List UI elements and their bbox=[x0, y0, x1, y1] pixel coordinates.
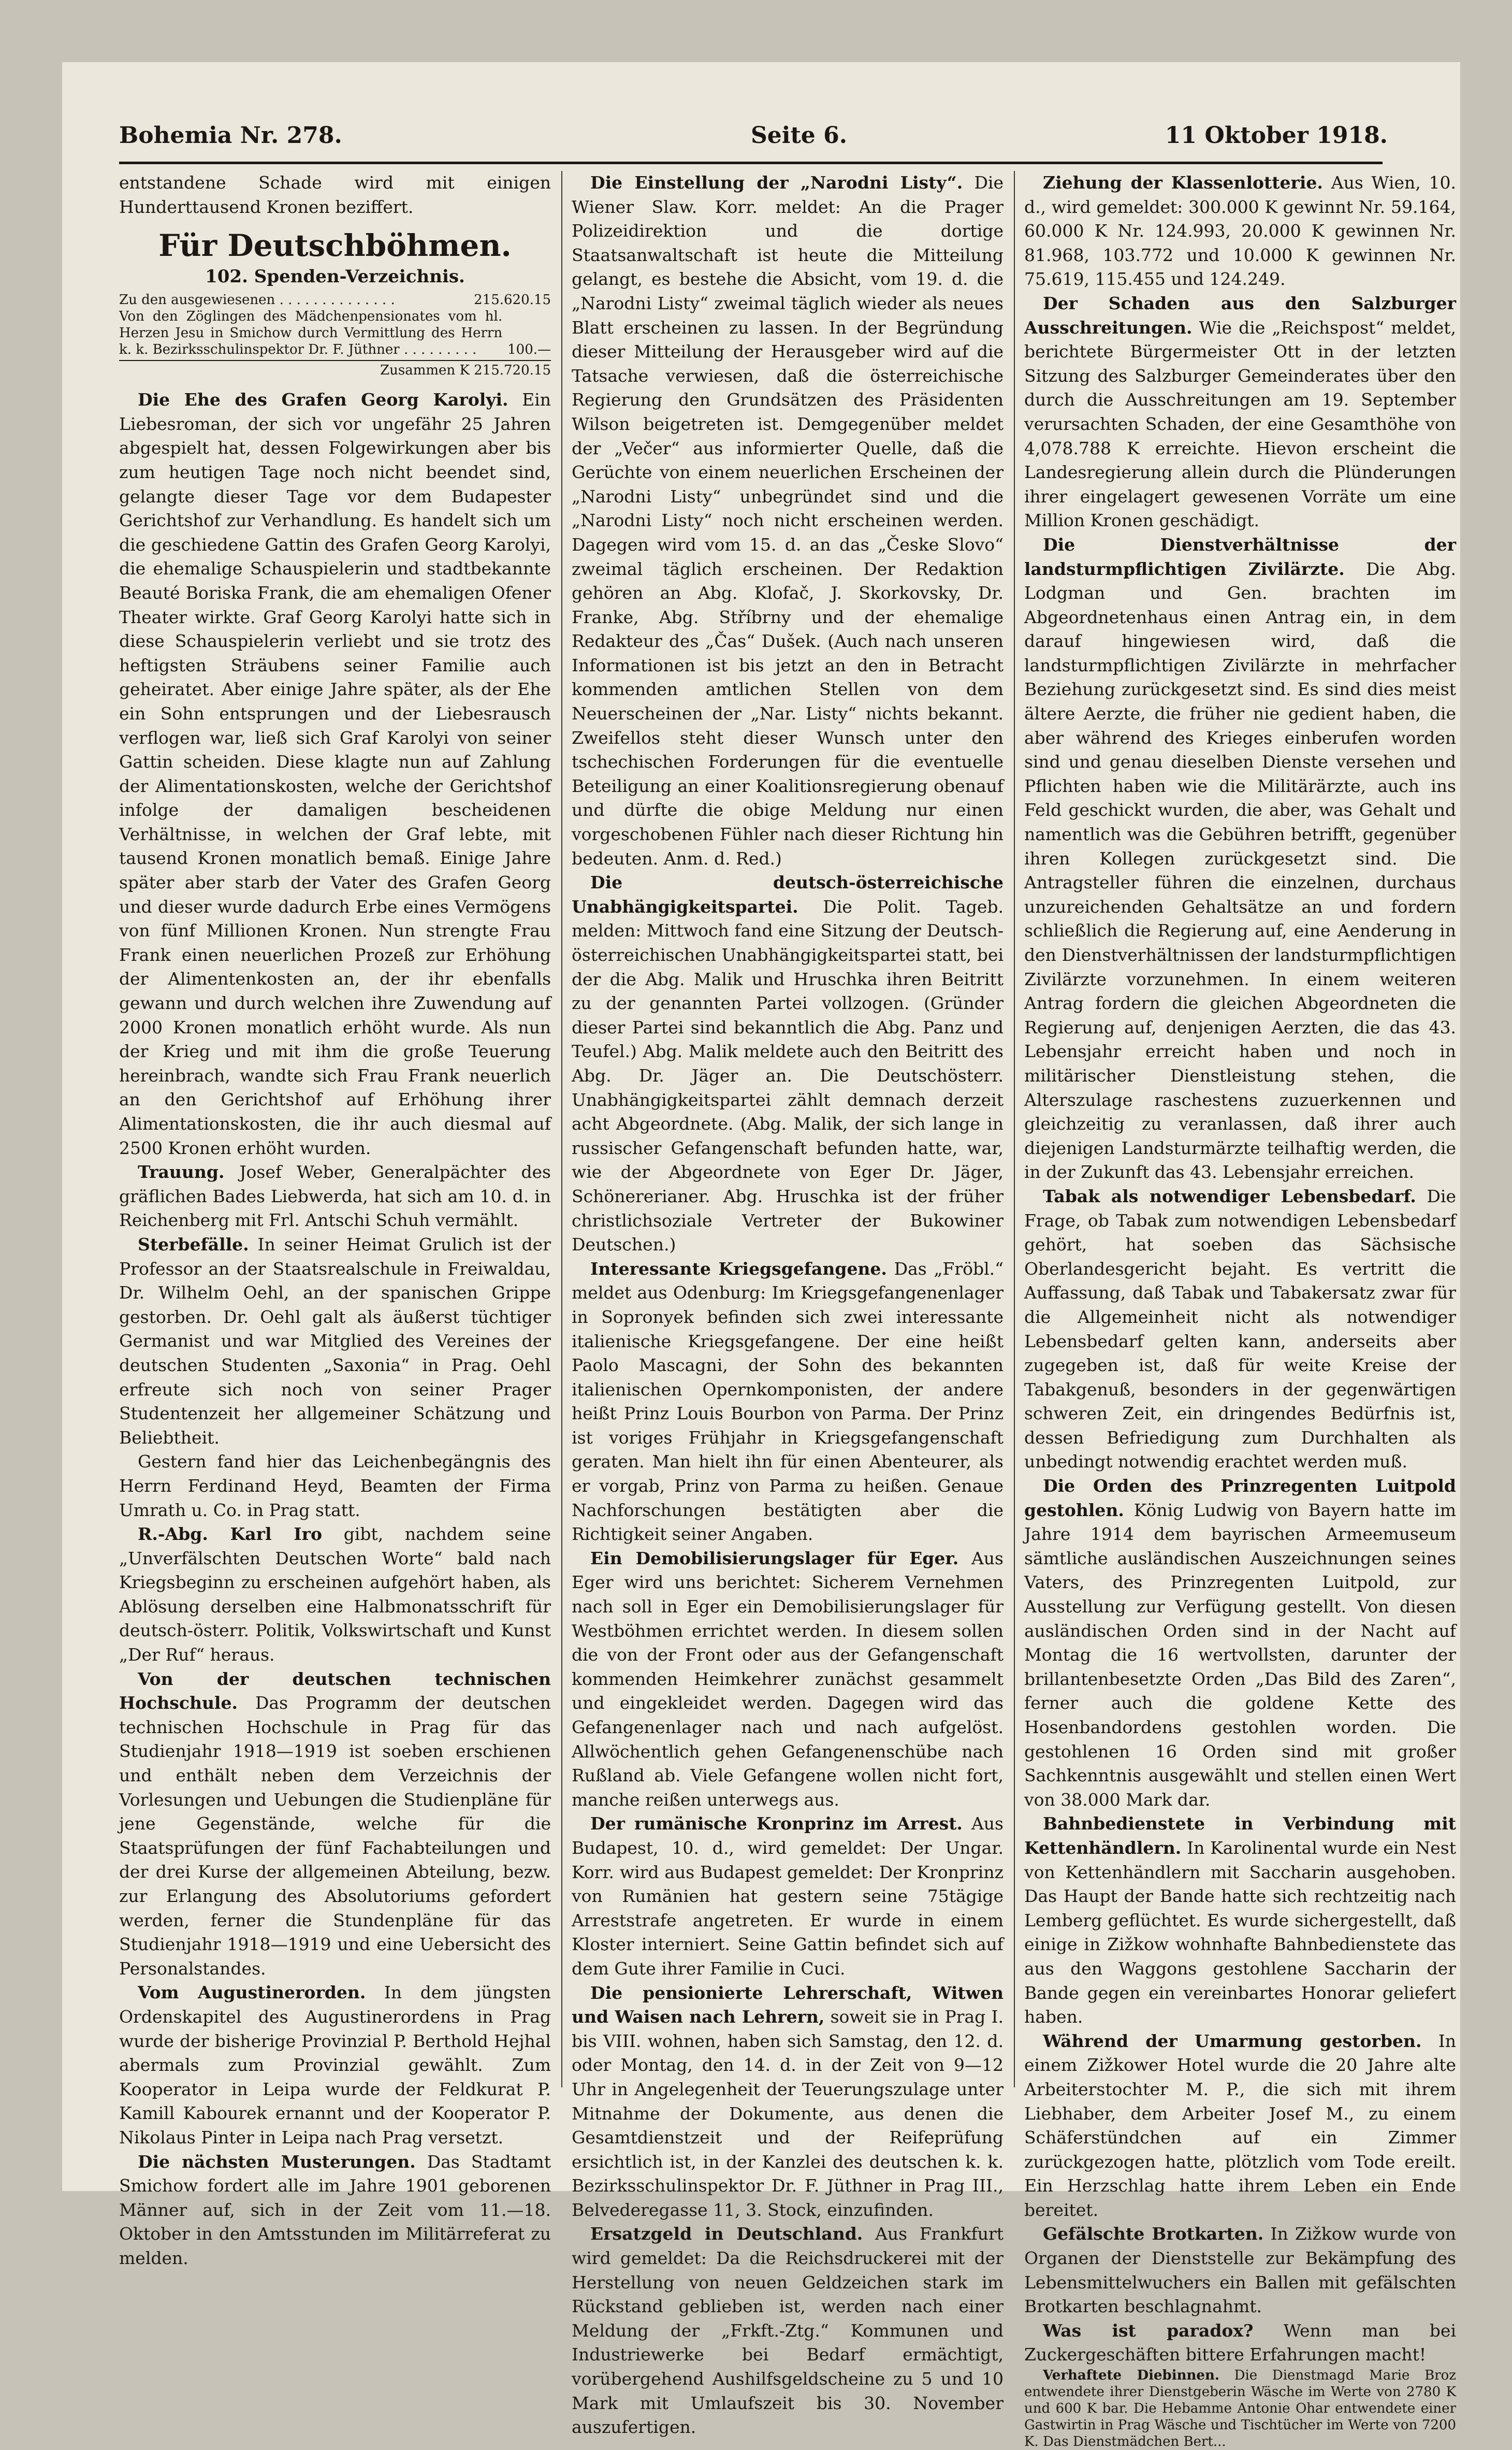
column-rule-2 bbox=[1014, 171, 1015, 2087]
donation-amount: 100.— bbox=[507, 342, 551, 358]
article-body: Die Wiener Slaw. Korr. meldet: An die Prager Polizeidirektion und die dortige Staatsanwaltschaft ist heute die Mitteilung gelangt, es bestehe die Absicht, vom 19. d. die „Narodni Listy“ zweimal täglich wieder als neues Blatt erscheinen zu lassen. In der Begründung dieser Mitteilung der Herausgeber wird auf die Tatsache verwiesen, daß die österreichische Regierung den Grundsätzen des Präsidenten Wilson beigetreten ist. Demgegenüber meldet der „Večer“ aus informierter Quelle, daß die Gerüchte von einem neuerlichen Erscheinen der „Narodni Listy“ unbegründet sind und die „Narodni Listy“ noch nicht erscheinen werden. Dagegen wird vom 15. d. an das „Česke Slovo“ zweimal täglich erscheinen. Der Redaktion gehören an Abg. Klofač, J. Skorkovsky, Dr. Franke, Abg. Stříbrny und der ehemalige Redakteur des „Čas“ Dušek. (Auch nach unseren Informationen ist bis jetzt an den in Betracht kommenden amtlichen Stellen von dem Neuerscheinen der „Nar. Listy“ nichts bekannt. Zweifellos steht dieser Wunsch unter den tschechischen Forderungen für die eventuelle Beteiligung an einer Koalitionsregierung obenauf und dürfte die obige Meldung nur einen vorgeschobenen Fühler nach dieser Richtung hin bedeuten. Anm. d. Red.) bbox=[572, 172, 1004, 869]
article bbox=[119, 1667, 551, 1981]
article-body: Ein Liebesroman, der sich vor ungefähr 25 Jahren abgespielt hat, dessen Folgewirkungen aber bis zum heutigen Tage noch nicht beendet sind, gelangte dieser Tage vor dem Budapester Gerichtshof zur Verhandlung. Es handelt sich um die geschiedene Gattin des Grafen Georg Karolyi, die ehemalige Schauspielerin und stadtbekannte Beauté Boriska Frank, die am ehemaligen Ofener Theater wirkte. Graf Georg Karolyi hatte sich in diese Schauspielerin verliebt und sie trotz des heftigsten Sträubens seiner Familie auch geheiratet. Aber einige Jahre später, als der Ehe ein Sohn entsprungen und der Liebesrausch verflogen war, ließ sich Graf Karolyi von seiner Gattin scheiden. Diese klagte nun auf Zahlung der Alimentationskosten, welche der Gerichtshof infolge der damaligen bescheidenen Verhältnisse, in welchen der Graf lebte, mit tausend Kronen monatlich bemaß. Einige Jahre später aber starb der Vater des Grafen Georg und dieser wurde dadurch Erbe eines Vermögens von fünf Millionen Kronen. Nun strengte Frau Frank einen neuerlichen Prozeß zur Erhöhung der Alimentenkosten an, der ihr ebenfalls gewann und durch welchen ihre Zuwendung auf 2000 Kronen monatlich erhöht wurde. Als nun der Krieg und mit ihm die große Teuerung hereinbrach, wandte sich Frau Frank neuerlich an den Gerichtshof auf Erhöhung ihrer Alimentationskosten, die ihr auch diesmal auf 2500 Kronen erhöht wurden. bbox=[119, 390, 551, 1158]
article-body: Die Frage, ob Tabak zum notwendigen Lebensbedarf gehört, hat soeben das Sächsische Oberlandesgericht bejaht. Es vertritt die Auffassung, daß Tabak und Tabakersatz zwar für die Allgemeinheit nicht als notwendiger Lebensbedarf gelten kann, anderseits aber zugegeben ist, daß für weite Kreise der Tabakgenuß, besonders in der gegenwärtigen schweren Zeit, ein dringendes Bedürfnis ist, dessen Befriedigung zum Durchhalten als unbedingt notwendig erachtet werden muß. bbox=[1024, 1186, 1456, 1472]
donation-total: Zusammen K 215.720.15 bbox=[119, 360, 551, 379]
article bbox=[1024, 533, 1456, 1185]
article-headline: Der Schaden aus den Salzburger Ausschreitungen. bbox=[1024, 293, 1456, 338]
article-body: Die Abg. Lodgman und Gen. brachten im Abgeordnetenhaus einen Antrag ein, in dem darauf hingewiesen wird, daß die landsturmpflichtigen Zivilärzte in mehrfacher Beziehung zurückgesetzt sind. Es sind dies meist ältere Aerzte, die früher nie gedient haben, die aber während des Krieges einberufen worden sind und genau dieselben Dienste versehen und Pflichten haben wie die Militärärzte, auch ins Feld geschickt wurden, die aber, was Gehalt und namentlich was die Gebühren betrifft, gegenüber ihren Kollegen zurückgesetzt sind. Die Antragsteller führen die einzelnen, durchaus unzureichenden Gehaltsätze an und fordern schließlich die Regierung auf, eine Aenderung in den Dienstverhältnissen der landsturmpflichtigen Zivilärzte vorzunehmen. In einem weiteren Antrag fordern die gleichen Abgeordneten die Regierung auf, denjenigen Aerzten, die das 43. Lebensjahr erreicht haben und noch in militärischer Dienstleistung stehen, die Alterszulage raschestens zuzuerkennen und gleichzeitig zu veranlassen, daß ihrer auch diejenigen Landsturmärzte teilhaftig werden, die in der Zukunft das 43. Lebensjahr erreichen. bbox=[1024, 558, 1456, 1183]
donation-amount: 215.620.15 bbox=[474, 292, 551, 308]
article-headline: Trauung. bbox=[138, 1162, 225, 1183]
header-page-number: Seite 6. bbox=[751, 122, 848, 149]
article-body: Wenn man bei Zuckergeschäften bittere Erfahrungen macht! bbox=[1024, 2320, 1456, 2365]
article bbox=[1024, 2029, 1456, 2223]
article-body: König Ludwig von Bayern hatte im Jahre 1914 dem bayrischen Armeemuseum sämtliche ausländischen Auszeichnungen seines Vaters, des Prinzregenten Luitpold, zur Ausstellung zur Verfügung gestellt. Von diesen ausländischen Orden sind in der Nacht auf Montag die 16 wertvollsten, darunter der brillantenbesetzte Orden „Das Bild des Zaren“, ferner auch die goldene Kette des Hosenbandordens gestohlen worden. Die gestohlenen 16 Orden sind mit großer Sachkenntnis ausgewählt und stellen einen Wert von 38.000 Mark dar. bbox=[1024, 1500, 1456, 1810]
article-headline: Interessante Kriegsgefangene. bbox=[590, 1258, 887, 1279]
donation-row bbox=[119, 292, 551, 308]
donation-list bbox=[119, 292, 551, 379]
article bbox=[1024, 1812, 1456, 2029]
article-body: In seiner Heimat Grulich ist der Professor an der Staatsrealschule in Freiwaldau, Dr. Wilhelm Oehl, an der spanischen Grippe gestorben. Dr. Oehl galt als äußerst tüchtiger Germanist und war Mitglied des Vereines der deutschen Studenten „Saxonia“ in Prag. Oehl erfreute sich noch von seiner Prager Studentenzeit her allgemeiner Schätzung und Beliebtheit. bbox=[119, 1234, 551, 1448]
article-body: Aus Budapest, 10. d., wird gemeldet: Der Ungar. Korr. wird aus Budapest gemeldet: Der Kronprinz von Rumänien hat gestern seine 75tägige Arreststrafe angetreten. Er wurde in einem Kloster interniert. Seine Gattin befindet sich auf dem Gute ihrer Familie in Cuci. bbox=[572, 1813, 1004, 1979]
article bbox=[119, 388, 551, 1160]
article-body: Aus Wien, 10. d., wird gemeldet: 300.000 K gewinnt Nr. 59.164, 60.000 K Nr. 124.993, 20.000 K gewinnen Nr. 81.968, 103.772 und 10.000 K gewinnen Nr. 75.619, 115.455 und 124.249. bbox=[1024, 172, 1456, 290]
section-subtitle: 102. Spenden-Verzeichnis. bbox=[205, 266, 465, 287]
article bbox=[1024, 2319, 1456, 2367]
article-body: In Karolinental wurde ein Nest von Kettenhändlern mit Saccharin ausgehoben. Das Haupt der Bande hatte sich rechtzeitig nach Lemberg geflüchtet. Es wurde sichergestellt, daß einige in Zižkow wohnhafte Bahnbedienstete das aus den Waggons gestohlene Saccharin der Bande gegen ein vereinbartes Honorar geliefert haben. bbox=[1024, 1837, 1456, 2027]
article-body: Die Dienstmagd Marie Broz entwendete ihrer Dienstgeberin Wäsche im Werte von 2780 K und 600 K bar. Die Hebamme Antonie Ohar entwendete einer Gastwirtin in Prag Wäsche und Tischtücher im Werte von 7200 K. Das Dienstmädchen Bert... bbox=[1024, 2368, 1456, 2450]
article bbox=[572, 171, 1004, 871]
article-headline: Verhaftete Diebinnen. bbox=[1043, 2368, 1219, 2384]
article bbox=[119, 1233, 551, 1450]
article-body: Aus Eger wird uns berichtet: Sicherem Vernehmen nach soll in Eger ein Demobilisierungslager für Westböhmen errichtet werden. In diesem sollen die von der Front oder aus der Gefangenschaft kommenden Heimkehrer zunächst gesammelt und eingekleidet werden. Dagegen wird das Gefangenenlager nach und nach aufgelöst. Allwöchentlich gehen Gefangenenschübe nach Rußland ab. Viele Gefangene wollen nicht fort, manche reißen unterwegs aus. bbox=[572, 1548, 1004, 1810]
article-headline: Die deutsch-österreichische Unabhängigkeitspartei. bbox=[572, 872, 1004, 917]
article-body: In dem jüngsten Ordenskapitel des Augustinerordens in Prag wurde der bisherige Provinzial P. Berthold Hejhal abermals zum Provinzial gewählt. Zum Kooperator in Leipa wurde der Feldkurat P. Kamill Kabourek ernannt und der Kooperator P. Nikolaus Pinter in Leipa nach Prag versetzt. bbox=[119, 1982, 551, 2148]
article-body: In Zižkow wurde von Organen der Dienststelle zur Bekämpfung des Lebensmittelwuchers ein Ballen mit gefälschten Brotkarten beschlagnahmt. bbox=[1024, 2224, 1456, 2317]
article-headline: Die pensionierte Lehrerschaft, Witwen und Waisen nach Lehrern, bbox=[572, 1982, 1004, 2027]
column-rule-1 bbox=[561, 171, 562, 2087]
article bbox=[572, 1981, 1004, 2223]
article bbox=[119, 1981, 551, 2150]
article-body: Wie die „Reichspost“ meldet, berichtete Bürgermeister Ott in der letzten Sitzung des Salzburger Gemeinderates über den durch die Ausschreitungen am 19. September verursachten Schaden, der eine Gesamthöhe von 4,078.788 K erreichte. Hievon erscheint die Landesregierung allein durch die Plünderungen ihrer eingelagert gewesenen Vorräte um eine Million Kronen geschädigt. bbox=[1024, 317, 1456, 531]
article-headline: Die Orden des Prinzregenten Luitpold gestohlen. bbox=[1024, 1476, 1456, 1520]
column-1 bbox=[119, 171, 551, 2268]
article bbox=[1024, 2222, 1456, 2318]
article bbox=[1024, 1474, 1456, 1812]
article-headline: Die Ehe des Grafen Georg Karolyi. bbox=[138, 390, 508, 410]
carry-over-text: entstandene Schade wird mit einigen Hunderttausend Kronen beziffert. bbox=[119, 172, 551, 217]
article bbox=[119, 1522, 551, 1667]
column-2 bbox=[572, 171, 1004, 2438]
article-headline: Der rumänische Kronprinz im Arrest. bbox=[590, 1813, 963, 1834]
article-headline: Tabak als notwendiger Lebensbedarf. bbox=[1043, 1186, 1416, 1206]
donation-label: Zu den ausgewiesenen . . . . . . . . . . . . . . bbox=[119, 292, 395, 308]
donation-row bbox=[119, 308, 551, 358]
article-headline: Bahnbedienstete in Verbindung mit Kettenhändlern. bbox=[1024, 1813, 1456, 1858]
article-headline: Gefälschte Brotkarten. bbox=[1043, 2224, 1264, 2244]
article-body: soweit sie in Prag I. bis VIII. wohnen, haben sich Samstag, den 12. d. oder Montag, den 14. d. in der Zeit von 9—12 Uhr in Angelegenheit der Teuerungszulage unter Mitnahme der Dokumente, aus denen die Gesamtdienstzeit und der Reifeprüfung ersichtlich ist, in der Kanzlei des deutschen k. k. Bezirksschulinspektor Dr. F. Jüthner in Prag III., Belvederegasse 11, 3. Stock, einzufinden. bbox=[572, 2007, 1004, 2220]
article bbox=[1024, 292, 1456, 533]
article bbox=[1024, 171, 1456, 292]
article bbox=[572, 1257, 1004, 1547]
article bbox=[572, 1547, 1004, 1812]
article-continuation: Gestern fand hier das Leichenbegängnis des Herrn Ferdinand Heyd, Beamten der Firma Umrath u. Co. in Prag statt. bbox=[119, 1451, 551, 1520]
article-headline: Ein Demobilisierungslager für Eger. bbox=[590, 1548, 959, 1568]
article-headline: Ersatzgeld in Deutschland. bbox=[590, 2224, 863, 2244]
article-headline: Die Dienstverhältnisse der landsturmpflichtigen Zivilärzte. bbox=[1024, 534, 1456, 579]
article-headline: Was ist paradox? bbox=[1043, 2320, 1254, 2341]
article bbox=[119, 1160, 551, 1233]
article-headline: Die nächsten Musterungen. bbox=[138, 2151, 416, 2172]
article-body: In einem Zižkower Hotel wurde die 20 Jahre alte Arbeiterstochter M. P., die sich mit ihrem Liebhaber, dem Arbeiter Josef M., zu einem Schäferstündchen auf ein Zimmer zurückgezogen hatte, plötzlich vom Tode ereilt. Ein Herzschlag hatte ihrem Leben ein Ende bereitet. bbox=[1024, 2030, 1456, 2220]
article-body: Die Polit. Tageb. melden: Mittwoch fand eine Sitzung der Deutsch-österreichischen Unabhängigkeitspartei statt, bei der die Abg. Malik und Hruschka ihren Beitritt zu der genannten Partei vollzogen. (Gründer dieser Partei sind bekanntlich die Abg. Panz und Teufel.) Abg. Malik meldete auch den Beitritt des Abg. Dr. Jäger an. Die Deutschösterr. Unabhängigkeitspartei zählt demnach derzeit acht Abgeordnete. (Abg. Malik, der sich lange in russischer Gefangenschaft befunden hatte, war, wie der Abgeordnete von Eger Dr. Jäger, Schönererianer. Abg. Hruschka ist der früher christlichsoziale Vertreter der Bukowiner Deutschen.) bbox=[572, 896, 1004, 1255]
header-rule bbox=[119, 162, 1383, 164]
article-headline: Sterbefälle. bbox=[138, 1234, 249, 1255]
donation-label: Von den Zöglingen des Mädchenpensionates vom hl. Herzen Jesu in Smichow durch Vermittlung des Herrn k. k. Bezirksschulinspektor Dr. F. Jüthner . . . . . . . . . bbox=[119, 309, 503, 358]
article-headline: Ziehung der Klassenlotterie. bbox=[1043, 172, 1323, 193]
article bbox=[572, 871, 1004, 1257]
article-headline: Vom Augustinerorden. bbox=[138, 1982, 366, 2003]
article-body: Das Programm der deutschen technischen Hochschule in Prag für das Studienjahr 1918—1919 ist soeben erschienen und enthält neben dem Verzeichnis der Vorlesungen und Uebungen die Studienpläne für jene Gegenstände, welche für die Staatsprüfungen der fünf Fachabteilungen und der drei Kurse der allgemeinen Abteilung, bezw. zur Erlangung des Absolutoriums gefordert werden, ferner die Stundenpläne für das Studienjahr 1918—1919 und eine Uebersicht des Personalstandes. bbox=[119, 1693, 551, 1979]
header-date: 11 Oktober 1918. bbox=[1165, 122, 1388, 149]
article-headline: Während der Umarmung gestorben. bbox=[1043, 2030, 1422, 2051]
article-headline: R.-Abg. Karl Iro bbox=[138, 1524, 323, 1545]
header-masthead: Bohemia Nr. 278. bbox=[119, 122, 342, 149]
article-headline: Von der deutschen technischen Hochschule. bbox=[119, 1668, 551, 1713]
article bbox=[1024, 1185, 1456, 1474]
article bbox=[1024, 2367, 1456, 2450]
running-head bbox=[78, 122, 1408, 153]
article bbox=[572, 1812, 1004, 1981]
article-headline: Die Einstellung der „Narodni Listy“. bbox=[590, 172, 963, 193]
article-body: Aus Frankfurt wird gemeldet: Da die Reichsdruckerei mit der Herstellung von neuen Geldzeichen stark im Rückstand geblieben ist, werden nach einer Meldung der „Frkft.-Ztg.“ Kommunen und Industriewerke bei Bedarf ermächtigt, vorübergehend Aushilfsgeldscheine zu 5 und 10 Mark mit Umlaufszeit bis 30. November auszufertigen. bbox=[572, 2224, 1004, 2438]
article-body: Das Stadtamt Smichow fordert alle im Jahre 1901 geborenen Männer auf, sich in der Zeit vom 11.—18. Oktober in den Amtsstunden im Militärreferat zu melden. bbox=[119, 2151, 551, 2268]
article-body: Josef Weber, Generalpächter des gräflichen Bades Liebwerda, hat sich am 10. d. in Reichenberg mit Frl. Antschi Schuh vermählt. bbox=[119, 1162, 551, 1231]
article bbox=[572, 2222, 1004, 2439]
article bbox=[119, 2150, 551, 2271]
section-title: Für Deutschböhmen. bbox=[158, 228, 512, 264]
article-body: gibt, nachdem seine „Unverfälschten Deutschen Worte“ bald nach Kriegsbeginn zu erscheinen aufgehört haben, als Ablösung derselben eine Halbmonatsschrift für deutsch-österr. Politik, Volkswirtschaft und Kunst „Der Ruf“ heraus. bbox=[119, 1524, 551, 1665]
article-body: Das „Fröbl.“ meldet aus Odenburg: Im Kriegsgefangenenlager in Sopronyek befinden sich zwei interessante italienische Kriegsgefangene. Der eine heißt Paolo Mascagni, der Sohn des bekannten italienischen Opernkomponisten, der andere heißt Prinz Louis Bourbon von Parma. Der Prinz ist voriges Frühjahr in Kriegsgefangenschaft geraten. Man hielt ihn für einen Abenteurer, als er vorgab, Prinz von Parma zu heißen. Genaue Nachforschungen bestätigten aber die Richtigkeit seiner Angaben. bbox=[572, 1258, 1004, 1545]
column-3 bbox=[1024, 171, 1456, 2450]
